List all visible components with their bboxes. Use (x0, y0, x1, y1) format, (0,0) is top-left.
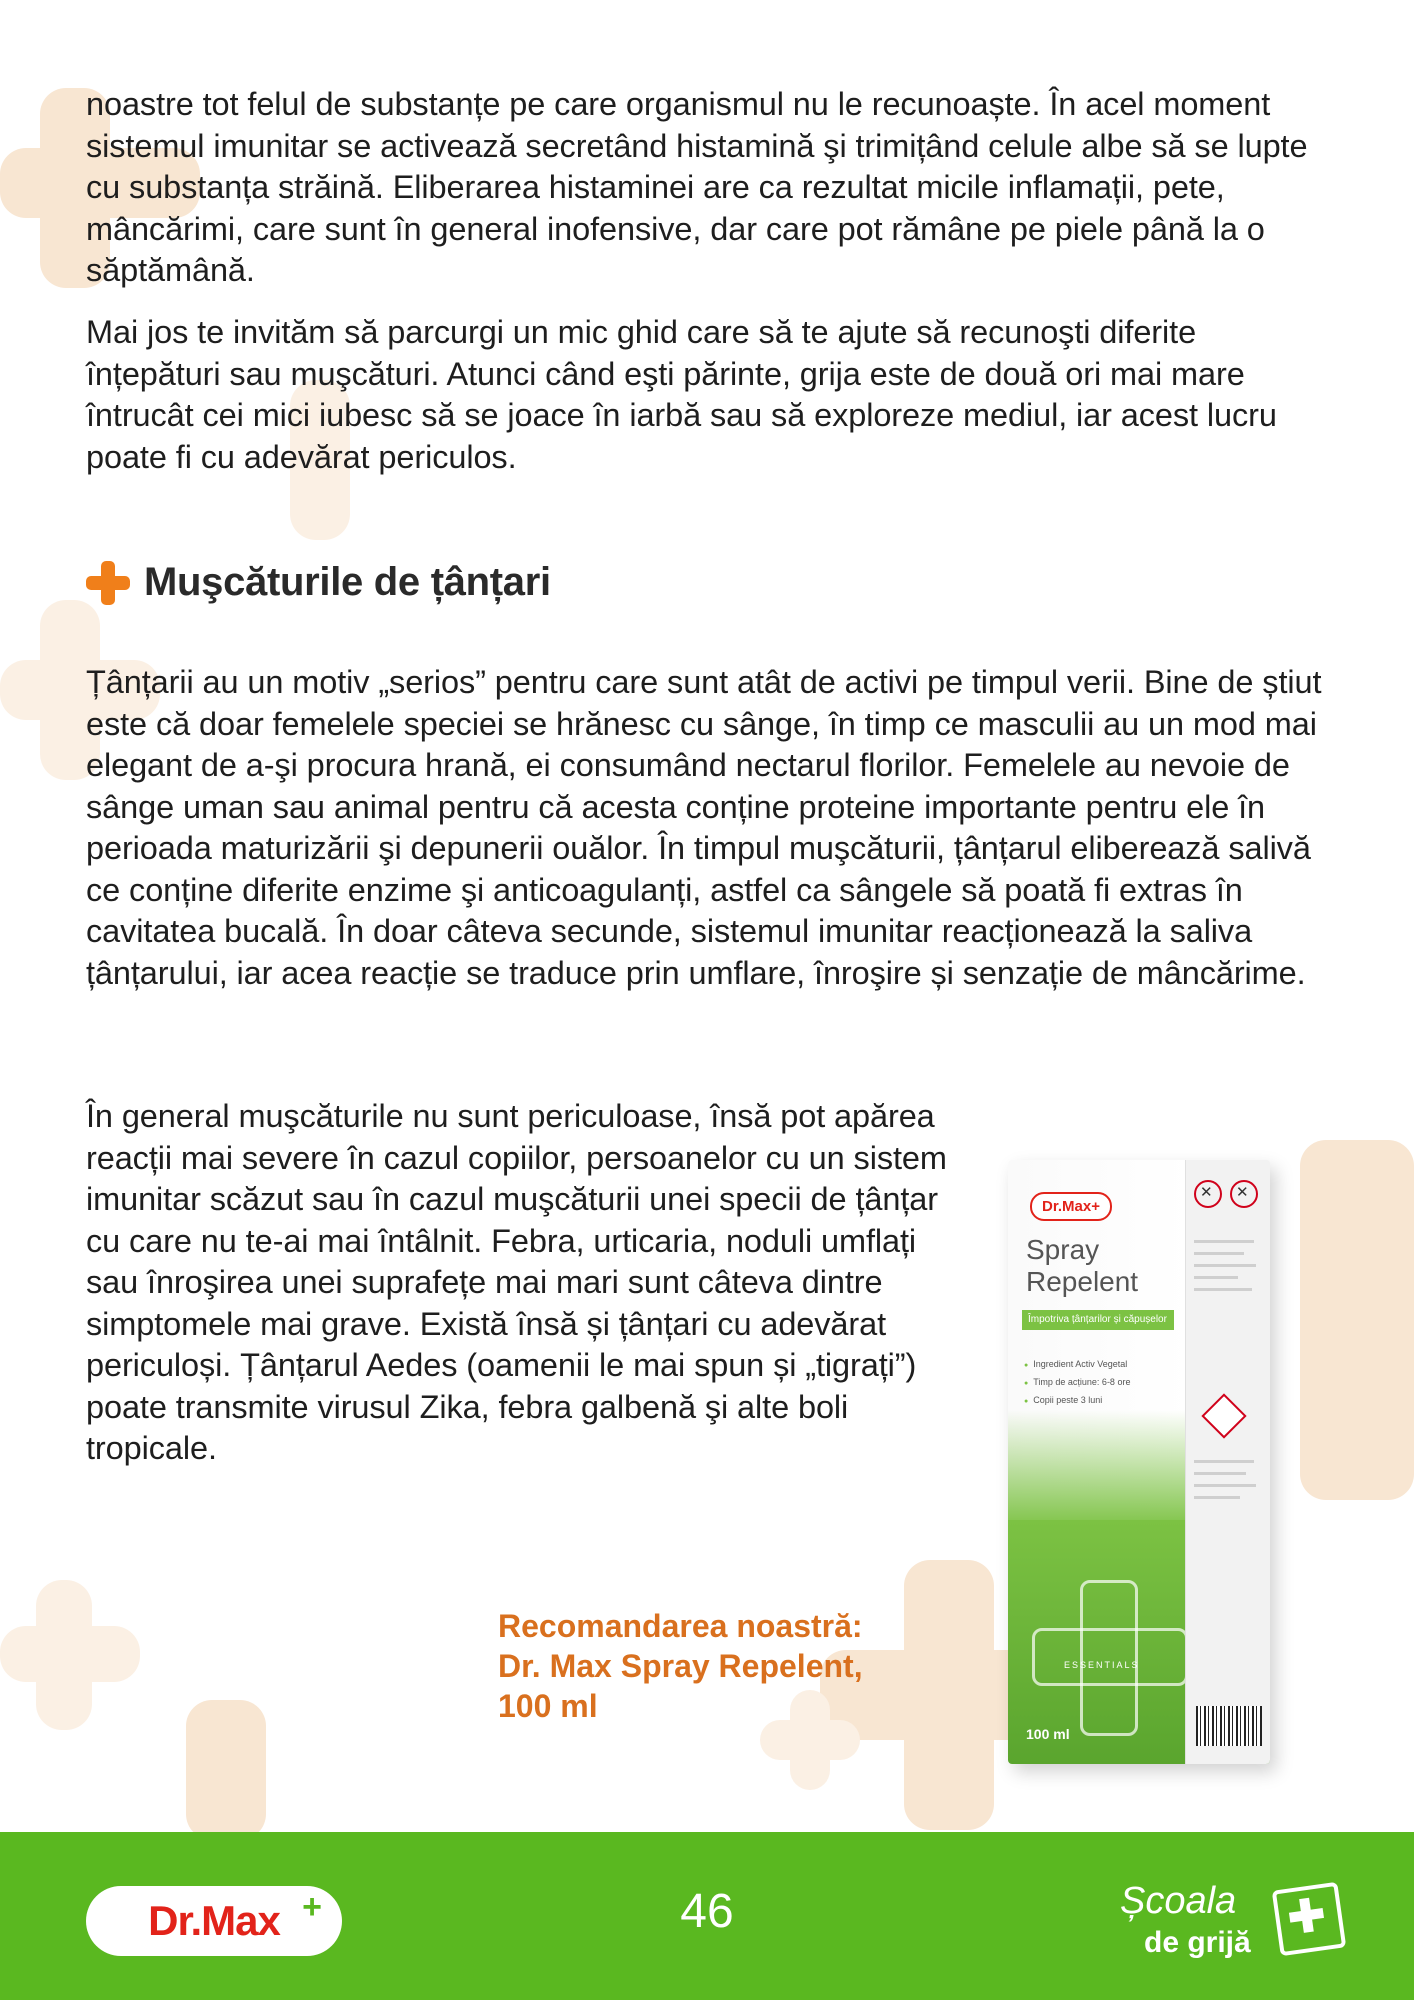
background-cross-small-right-h (760, 1720, 860, 1760)
product-tag: Împotriva țânțarilor și căpușelor (1022, 1310, 1174, 1330)
product-cross-outline-h (1032, 1628, 1188, 1686)
barcode (1196, 1706, 1262, 1746)
product-fine-print (1194, 1252, 1244, 1255)
recommendation-text (498, 1606, 968, 1726)
background-cross-bottom-left-h (0, 1626, 140, 1682)
background-cross-far-right-v (1300, 1140, 1414, 1500)
product-badge: ESSENTIALS (1064, 1660, 1140, 1670)
section-heading (86, 560, 551, 605)
product-brand-logo: Dr.Max+ (1030, 1192, 1112, 1221)
guide-intro-paragraph: Mai jos te invităm să parcurgi un mic ghid care să te ajute să recunoşti diferite înțepături sau muşcături. Atunci când eşti părinte, grija este de două ori mai mare întrucât cei mici iubesc să se joace în iarbă sau să exploreze mediul, iar acest lucru poate fi cu adevărat periculos. (86, 314, 1277, 475)
product-fine-print (1194, 1276, 1238, 1279)
product-fine-print (1194, 1288, 1252, 1291)
intro-paragraph-continued: noastre tot felul de substanțe pe care organismul nu le recunoaște. În acel moment sistemul imunitar se activează secretând histamină şi trimițând celule albe să se lupte cu substanța străină. Eliberarea histaminei are ca rezultat micile inflamații, pete, mâncărimi, care sunt în general inofensive, dar care pot rămâne pe piele până la o săptămână. (86, 86, 1308, 288)
plus-icon (86, 561, 130, 605)
no-mosquito-icon (1194, 1180, 1222, 1208)
product-fine-print (1194, 1484, 1256, 1487)
product-image-spray-repelent (1008, 1160, 1270, 1764)
scoala-logo-line2: de grijă (1144, 1926, 1251, 1959)
recommendation-line3: 100 ml (498, 1688, 598, 1724)
book-plus-icon (1272, 1882, 1347, 1957)
drmax-logo-text: Dr.Max (148, 1897, 280, 1944)
no-tick-icon (1230, 1180, 1258, 1208)
product-name-line1: Spray (1026, 1234, 1100, 1265)
mosquito-info-paragraph: Țânțarii au un motiv „serios” pentru care sunt atât de activi pe timpul verii. Bine de știut este că doar femelele speciei se hrănesc cu sânge, în timp ce masculii au un mod mai elegant de a-şi procura hrană, ei consumând nectarul florilor. Femelele au nevoie de sânge uman sau animal pentru că acesta conține proteine importante pentru ele în perioada maturizării şi depunerii ouălor. În timpul muşcăturii, țânțarul eliberează salivă ce conține diferite enzime şi anticoagulanți, astfel ca sângele să poată fi extras în cavitatea bucală. În doar câteva secunde, sistemul imunitar reacționează la saliva țânțarului, iar acea reacție se traduce prin umflare, înroşire și senzație de mâncărime. (86, 664, 1322, 991)
mosquito-risks-paragraph: În general muşcăturile nu sunt periculoase, însă pot apărea reacții mai severe în cazul copiilor, persoanelor cu un sistem imunitar scăzut sau în cazul muşcăturii unei specii de țânțar cu care nu te-ai mai întâlnit. Febra, urticaria, noduli umflați sau înroşirea unei suprafețe mai mari sunt câteva dintre simptomele mai grave. Există însă și țânțari cu adevărat periculoși. Țânțarul Aedes (oamenii le mai spun și „tigrați”) poate transmite virusul Zika, febra galbenă şi alte boli tropicale. (86, 1098, 947, 1466)
page-number: 46 (680, 1885, 734, 1938)
section-title: Muşcăturile de țânțari (144, 560, 551, 604)
background-cross-bottom-center-v (186, 1700, 266, 1840)
product-bullet: ● Timp de acțiune: 6-8 ore (1024, 1374, 1130, 1392)
product-name-line2: Repelent (1026, 1266, 1139, 1297)
product-side-panel (1185, 1160, 1270, 1764)
recommendation-line2: Dr. Max Spray Repelent, (498, 1648, 863, 1684)
product-fine-print (1194, 1496, 1240, 1499)
recommendation-line1: Recomandarea noastră: (498, 1608, 863, 1644)
scoala-de-grija-logo (1120, 1880, 1360, 1970)
drmax-logo (86, 1886, 342, 1956)
page-footer (0, 1832, 1414, 2000)
product-bullet: ● Ingredient Activ Vegetal (1024, 1356, 1130, 1374)
product-fine-print (1194, 1472, 1246, 1475)
product-fine-print (1194, 1264, 1256, 1267)
product-bullet: ● Copii peste 3 luni (1024, 1392, 1130, 1410)
product-fine-print (1194, 1460, 1254, 1463)
product-volume: 100 ml (1026, 1726, 1070, 1742)
product-name (1026, 1234, 1138, 1298)
drmax-logo-plus-icon: + (302, 1888, 322, 1926)
product-bullets (1024, 1356, 1130, 1410)
scoala-logo-line1: Școala (1120, 1880, 1237, 1922)
product-fine-print (1194, 1240, 1254, 1243)
